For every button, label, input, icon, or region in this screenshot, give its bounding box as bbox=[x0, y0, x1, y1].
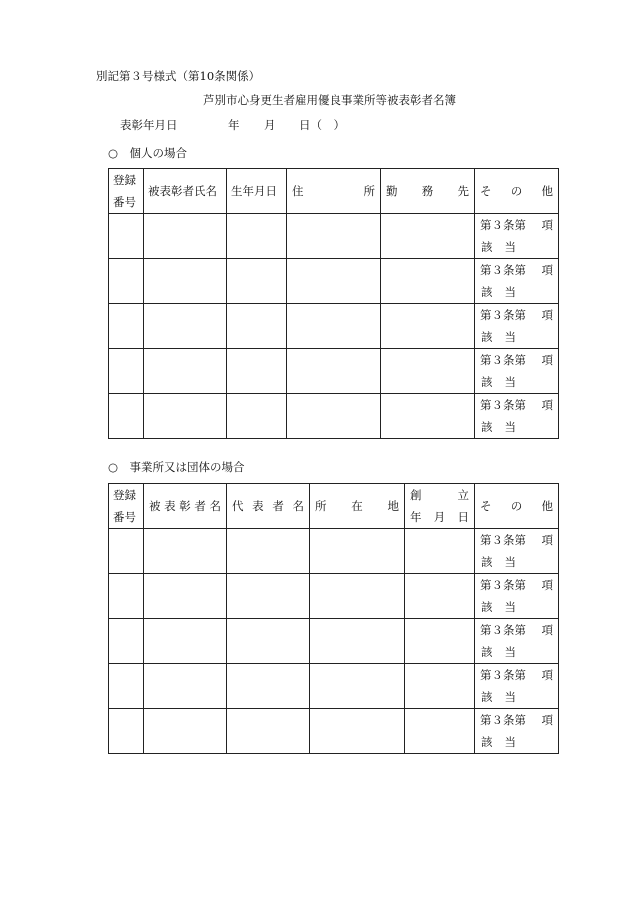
cell-reg-no[interactable] bbox=[109, 394, 144, 439]
cell-reg-no[interactable] bbox=[109, 529, 144, 574]
cell-birthdate[interactable] bbox=[227, 349, 287, 394]
cell-representative[interactable] bbox=[227, 709, 310, 754]
cell-birthdate[interactable] bbox=[227, 214, 287, 259]
table-row bbox=[109, 709, 559, 754]
cell-other: 第３条第 項 該 当 bbox=[475, 529, 559, 574]
cell-awardee-name[interactable] bbox=[144, 529, 227, 574]
header-reg-no: 登録 番号 bbox=[109, 484, 144, 529]
cell-location[interactable] bbox=[310, 709, 405, 754]
cell-founded[interactable] bbox=[405, 574, 475, 619]
table-row bbox=[109, 664, 559, 709]
header-location: 所 在 地 bbox=[310, 484, 405, 529]
cell-other: 第３条第 項 該 当 bbox=[475, 619, 559, 664]
header-awardee-name: 被 表 彰 者 名 bbox=[144, 484, 227, 529]
cell-workplace[interactable] bbox=[381, 349, 475, 394]
cell-workplace[interactable] bbox=[381, 304, 475, 349]
table-row bbox=[109, 619, 559, 664]
cell-workplace[interactable] bbox=[381, 214, 475, 259]
cell-workplace[interactable] bbox=[381, 394, 475, 439]
cell-founded[interactable] bbox=[405, 664, 475, 709]
cell-reg-no[interactable] bbox=[109, 349, 144, 394]
cell-other: 第３条第 項 該 当 bbox=[475, 664, 559, 709]
individual-header-row bbox=[109, 169, 559, 214]
cell-birthdate[interactable] bbox=[227, 259, 287, 304]
award-date-year: 年 bbox=[228, 118, 240, 132]
section2-heading: ○ 事業所又は団体の場合 bbox=[108, 460, 245, 474]
header-birthdate: 生年月日 bbox=[227, 169, 287, 214]
header-other: そ の 他 bbox=[475, 169, 559, 214]
table-row bbox=[109, 214, 559, 259]
individual-table bbox=[108, 168, 559, 439]
cell-address[interactable] bbox=[287, 214, 381, 259]
cell-location[interactable] bbox=[310, 664, 405, 709]
cell-address[interactable] bbox=[287, 259, 381, 304]
cell-founded[interactable] bbox=[405, 619, 475, 664]
cell-representative[interactable] bbox=[227, 529, 310, 574]
cell-awardee-name[interactable] bbox=[144, 349, 227, 394]
cell-other: 第３条第 項 該 当 bbox=[475, 214, 559, 259]
header-other: そ の 他 bbox=[475, 484, 559, 529]
cell-other: 第３条第 項 該 当 bbox=[475, 574, 559, 619]
cell-awardee-name[interactable] bbox=[144, 619, 227, 664]
table-row bbox=[109, 529, 559, 574]
table-row bbox=[109, 574, 559, 619]
cell-founded[interactable] bbox=[405, 529, 475, 574]
cell-other: 第３条第 項 該 当 bbox=[475, 394, 559, 439]
cell-reg-no[interactable] bbox=[109, 709, 144, 754]
cell-workplace[interactable] bbox=[381, 259, 475, 304]
cell-reg-no[interactable] bbox=[109, 619, 144, 664]
cell-birthdate[interactable] bbox=[227, 394, 287, 439]
award-date-day: 日（ ） bbox=[299, 118, 345, 132]
cell-reg-no[interactable] bbox=[109, 259, 144, 304]
cell-reg-no[interactable] bbox=[109, 664, 144, 709]
cell-representative[interactable] bbox=[227, 619, 310, 664]
cell-awardee-name[interactable] bbox=[144, 394, 227, 439]
header-address: 住 所 bbox=[287, 169, 381, 214]
cell-awardee-name[interactable] bbox=[144, 709, 227, 754]
page-title: 芦別市心身更生者雇用優良事業所等被表彰者名簿 bbox=[203, 93, 456, 107]
header-founded: 創 立 年 月 日 bbox=[405, 484, 475, 529]
table-row bbox=[109, 259, 559, 304]
table-row bbox=[109, 304, 559, 349]
cell-location[interactable] bbox=[310, 574, 405, 619]
cell-awardee-name[interactable] bbox=[144, 304, 227, 349]
section1-heading: ○ 個人の場合 bbox=[108, 146, 188, 160]
award-date-label: 表彰年月日 bbox=[120, 118, 178, 132]
table-row bbox=[109, 394, 559, 439]
organization-table bbox=[108, 483, 559, 754]
cell-representative[interactable] bbox=[227, 664, 310, 709]
cell-other: 第３条第 項 該 当 bbox=[475, 349, 559, 394]
header-workplace: 勤 務 先 bbox=[381, 169, 475, 214]
table-row bbox=[109, 349, 559, 394]
cell-founded[interactable] bbox=[405, 709, 475, 754]
cell-location[interactable] bbox=[310, 529, 405, 574]
cell-reg-no[interactable] bbox=[109, 304, 144, 349]
header-reg-no: 登録 番号 bbox=[109, 169, 144, 214]
cell-reg-no[interactable] bbox=[109, 214, 144, 259]
cell-awardee-name[interactable] bbox=[144, 259, 227, 304]
cell-address[interactable] bbox=[287, 394, 381, 439]
organization-header-row bbox=[109, 484, 559, 529]
cell-other: 第３条第 項 該 当 bbox=[475, 304, 559, 349]
cell-reg-no[interactable] bbox=[109, 574, 144, 619]
cell-other: 第３条第 項 該 当 bbox=[475, 259, 559, 304]
award-date-month: 月 bbox=[264, 118, 276, 132]
cell-awardee-name[interactable] bbox=[144, 214, 227, 259]
cell-awardee-name[interactable] bbox=[144, 574, 227, 619]
cell-address[interactable] bbox=[287, 349, 381, 394]
cell-birthdate[interactable] bbox=[227, 304, 287, 349]
header-representative: 代 表 者 名 bbox=[227, 484, 310, 529]
header-awardee-name: 被表彰者氏名 bbox=[144, 169, 227, 214]
cell-representative[interactable] bbox=[227, 574, 310, 619]
cell-address[interactable] bbox=[287, 304, 381, 349]
cell-location[interactable] bbox=[310, 619, 405, 664]
cell-awardee-name[interactable] bbox=[144, 664, 227, 709]
form-label: 別記第３号様式（第10条関係） bbox=[96, 69, 261, 83]
cell-other: 第３条第 項 該 当 bbox=[475, 709, 559, 754]
